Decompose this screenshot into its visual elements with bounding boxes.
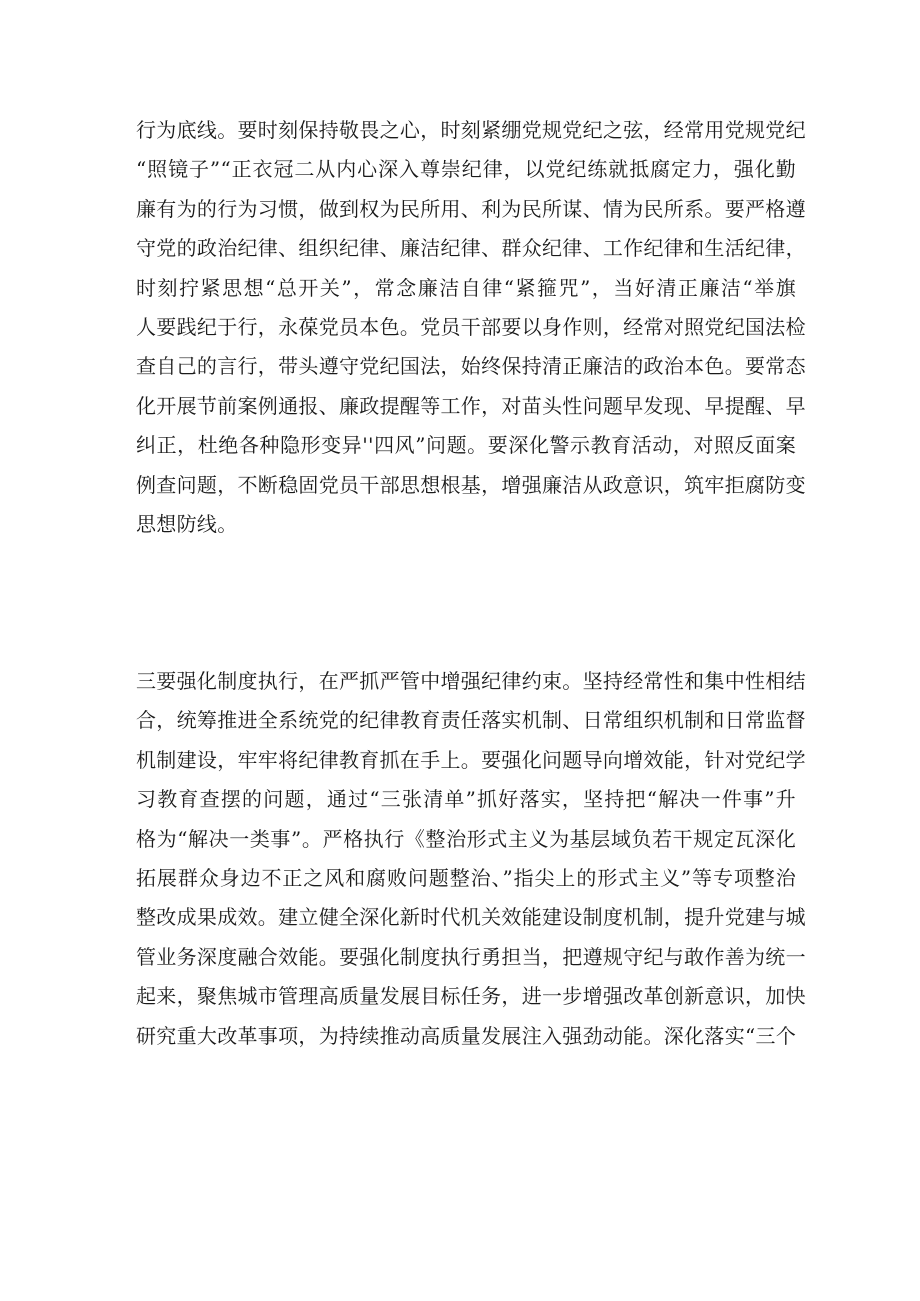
- text-line: 起来，聚焦城市管理高质量发展目标任务，进一步增强改革创新意识，加快: [136, 984, 806, 1009]
- text-line: 合，统筹推进全系统党的纪律教育责任落实机制、日常组织机制和日常监督: [136, 708, 806, 733]
- text-line: 研究重大改革事项，为持续推动高质量发展注入强劲动能。深化落实“三个: [136, 1023, 797, 1048]
- text-line: 思想防线。: [136, 511, 238, 536]
- text-line: 格为“解决一类事”。严格执行《整治形式主义为基层域负若干规定瓦深化: [136, 826, 796, 851]
- text-line: 化开展节前案例通报、廉政提醒等工作，对苗头性问题早发现、早提醒、早: [136, 393, 806, 418]
- text-line: 查自己的言行，带头遵守党纪国法，始终保持清正廉洁的政治本色。要常态: [136, 354, 806, 379]
- text-line: 管业务深度融合效能。要强化制度执行勇担当，把遵规守纪与敢作善为统一: [136, 944, 806, 969]
- text-line: 廉有为的行为习惯，做到权为民所用、利为民所谋、情为民所系。要严格遵: [136, 196, 806, 221]
- text-line: 机制建设，牢牢将纪律教育抓在手上。要强化问题导向增效能，针对党纪学: [136, 747, 806, 772]
- text-line: 三要强化制度执行，在严抓严管中增强纪律约束。坚持经常性和集中性相结: [136, 669, 806, 693]
- text-line: 拓展群众身边不正之风和腐败问题整治、”指尖上的形式主义”等专项整治: [136, 865, 796, 890]
- text-line: 例查问题，不断稳固党员干部思想根基，增强廉洁从政意识，筑牢拒腐防变: [136, 472, 806, 497]
- text-line: 行为底线。要时刻保持敬畏之心，时刻紧绷党规党纪之弦，经常用党规党纪: [136, 118, 806, 142]
- text-line: 纠正，杜绝各种隐形变异''四风”问题。要深化警示教育活动，对照反面案: [136, 433, 796, 458]
- text-line: 整改成果成效。建立健全深化新时代机关效能建设制度机制，提升党建与城: [136, 905, 806, 930]
- text-line: 时刻拧紧思想“总开关”，常念廉洁自律“紧箍咒”，当好清正廉洁“举旗: [136, 275, 796, 300]
- body-paragraph-discipline-line: [136, 111, 806, 544]
- text-line: 习教育查摆的问题，通过“三张清单”抓好落实，坚持把“解决一件事”升: [136, 787, 796, 812]
- text-line: 守党的政治纪律、组织纪律、廉洁纪律、群众纪律、工作纪律和生活纪律，: [136, 236, 806, 261]
- body-paragraph-system-execution: [136, 662, 806, 1056]
- text-line: 人要践纪于行，永葆党员本色。党员干部要以身作则，经常对照党纪国法检: [136, 314, 806, 339]
- text-line: “照镜子”“正衣冠二从内心深入尊崇纪律，以党纪练就抵腐定力，强化勤: [136, 157, 796, 182]
